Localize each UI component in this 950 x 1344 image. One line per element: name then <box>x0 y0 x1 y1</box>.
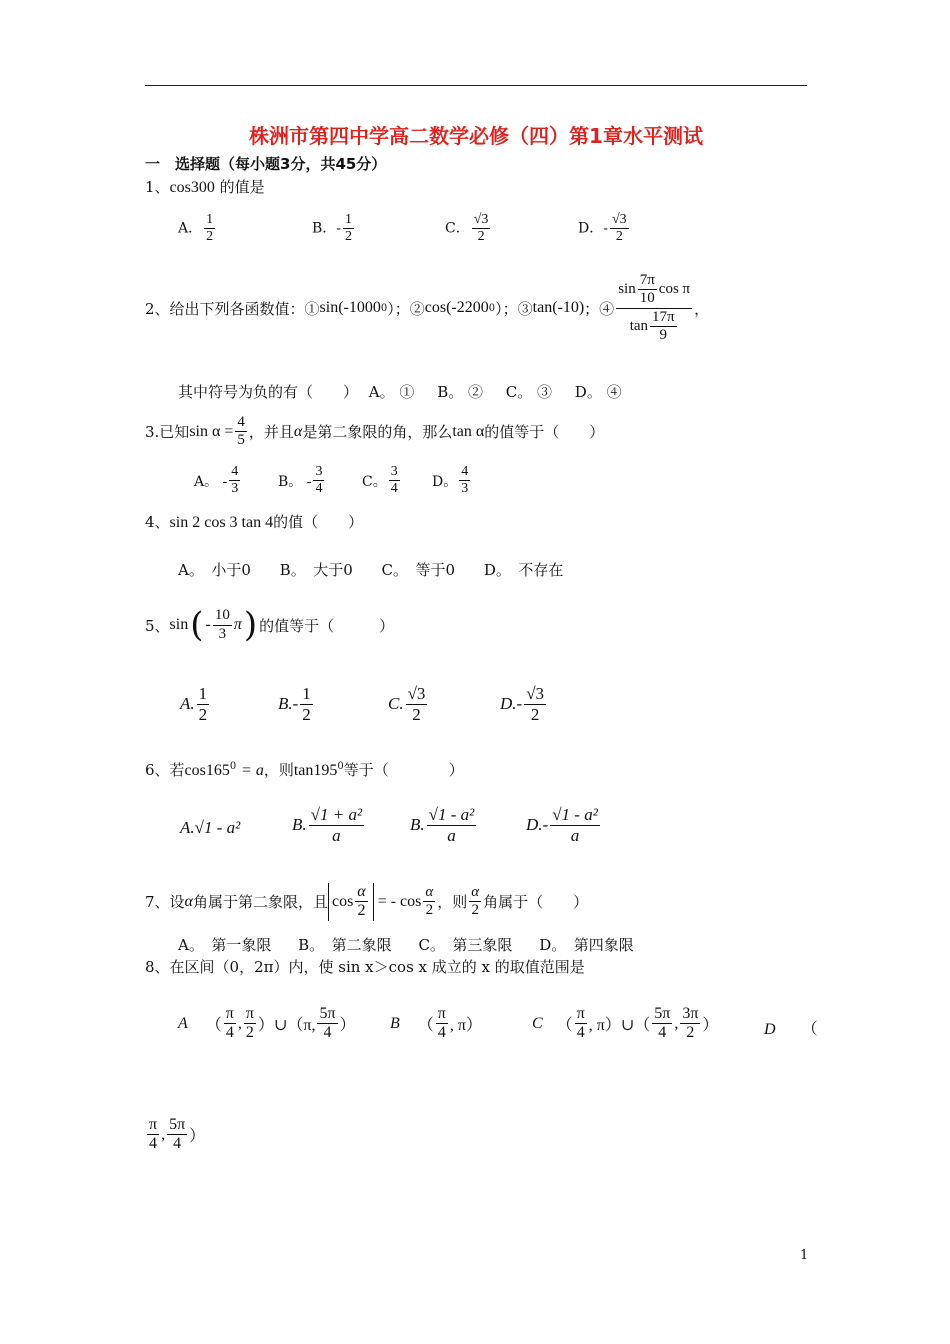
page-title: 株洲市第四中学高二数学必修（四）第1章水平测试 <box>249 124 703 148</box>
question-1: 1、cos300 的值是 <box>145 178 265 196</box>
q2-option-d: D。 ④ <box>574 383 622 401</box>
q1-option-c: C． $\frac{√3}{2}$ <box>445 212 489 245</box>
q4-options <box>178 559 563 580</box>
question-5: 5、 sin ( - $\frac{10}{3}$ π ) 的值等于（ ） <box>145 605 395 645</box>
question-6: 6、若$\cos 165^0 = a$，则$\tan 195^0$等于（ ） <box>145 761 464 779</box>
q7-options <box>178 934 634 955</box>
q5-option-d: D.- $\frac{√3}{2}$ <box>500 684 545 724</box>
q8-option-a: A （ $\frac{\pi}{4}$ , $\frac{\pi}{2}$ ）∪（π, $\frac{5\pi}{4}$ ） <box>178 1005 356 1042</box>
page-number: 1 <box>800 1248 809 1263</box>
q7-option-b: B。 第二象限 <box>298 936 392 954</box>
question-4: 4、sin 2 cos 3 tan 4的值（ ） <box>145 513 364 531</box>
q2-value-1: sin(-1000 <box>319 299 381 316</box>
question-8: 8、在区间（0，2π）内，使 sin x＞cos x 成立的 x 的取值范围是 <box>145 958 585 976</box>
q3-option-d: D。 $\frac{4}{3}$ <box>432 464 469 497</box>
q6-option-c: B. $\frac{\text{√1 - a²}}{a}$ <box>410 805 475 845</box>
q2-value-2: cos(-2200 <box>424 299 489 316</box>
q6-option-d: D.- $\frac{\text{√1 - a²}}{a}$ <box>526 805 598 845</box>
q4-option-d: D。 不存在 <box>483 561 564 579</box>
header-rule <box>145 85 807 86</box>
q7-option-c: C。 第三象限 <box>418 936 513 954</box>
q1-option-b: B．- $\frac{1}{2}$ <box>312 212 353 245</box>
q8-option-d: $\frac{\pi}{4}$ , $\frac{5\pi}{4}$ ） <box>149 1116 206 1153</box>
q3-option-c: C。 $\frac{3}{4}$ <box>362 464 398 497</box>
q6-option-b: B. $\frac{\text{√1 + a²}}{a}$ <box>292 805 363 845</box>
q2-option-a: A。 ① <box>368 383 415 401</box>
section-heading: 一 选择题（每小题3分，共45分） <box>145 155 387 173</box>
q4-option-c: C。 等于0 <box>381 561 456 579</box>
q6-option-a: A.√1 - a² <box>180 818 241 837</box>
q1-option-a: A． $\frac{1}{2}$ <box>178 212 214 245</box>
q3-option-a: A。 - $\frac{4}{3}$ <box>194 464 239 497</box>
q7-option-d: D。 第四象限 <box>539 936 634 954</box>
q2-value-4: sin $\frac{7\pi}{10}$ cos π tan $\frac{17\pi}{9}$ <box>618 272 691 343</box>
q2-option-c: C。 ③ <box>505 383 553 401</box>
question-3: 3.已知 sin α = $\frac{4}{5}$ ，并且 α 是第二象限的角，那么 tan α 的值等于（ ） <box>145 414 605 449</box>
question-2: 2、给出下列各函数值：① sin(-1000 0 ）；② cos(-2200 0 ）；③ tan(-10) ；④ sin $\frac{7\pi}{10}$ cos π tan $\frac{17\pi}{9}$ ， <box>145 272 710 343</box>
q8-option-d-label: D （ <box>764 1021 818 1038</box>
question-7: 7、设 α 角属于第二象限，且 cos $\frac{\alpha}{2}$ = - cos $\frac{\alpha}{2}$ ，则 $\frac{\alpha}{2}$ 角属于（ ） <box>145 883 589 920</box>
q1-option-d: D．- $\frac{√3}{2}$ <box>578 212 627 245</box>
q2-option-b: B。 ② <box>437 383 483 401</box>
q1-expression: cos300 <box>169 179 215 196</box>
q5-option-a: A. $\frac{1}{2}$ <box>180 684 208 724</box>
q8-option-c: C （ $\frac{\pi}{4}$ , π）∪（ $\frac{5\pi}{4}$ , $\frac{3\pi}{2}$ ） <box>532 1005 719 1042</box>
q2-value-3: tan(-10) <box>532 299 585 316</box>
q5-option-c: C. $\frac{√3}{2}$ <box>388 684 426 724</box>
q3-option-b: B。 - $\frac{3}{4}$ <box>278 464 323 497</box>
q8-option-b: B （ $\frac{\pi}{4}$ , π） <box>390 1005 482 1042</box>
q7-option-a: A。 第一象限 <box>178 936 272 954</box>
q4-option-b: B。 大于0 <box>279 561 353 579</box>
q5-option-b: B.- $\frac{1}{2}$ <box>278 684 311 724</box>
q4-option-a: A。 小于0 <box>178 561 251 579</box>
q2-options: 其中符号为负的有（ ） A。 ① B。 ② C。 ③ D。 ④ <box>178 383 622 401</box>
